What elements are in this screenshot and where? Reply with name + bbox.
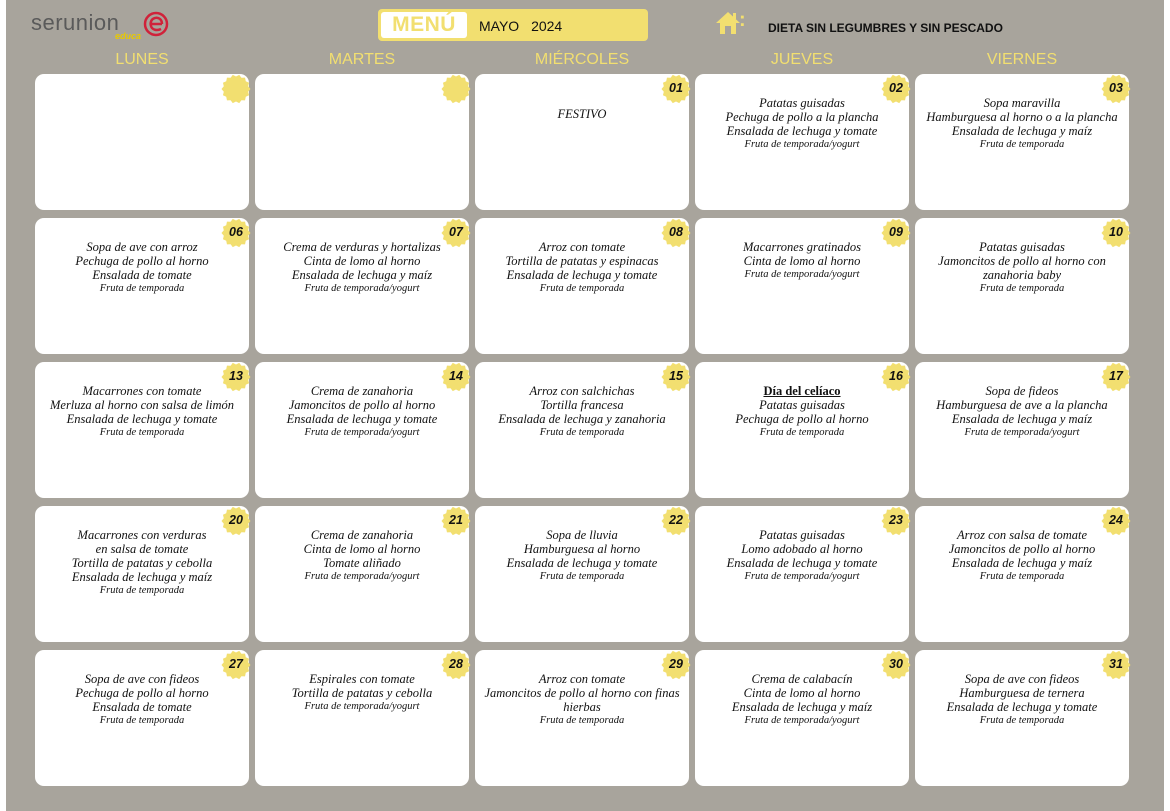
dish-item: Crema de zanahoria (310, 384, 414, 398)
dish-item: Sopa de ave con arroz (86, 240, 198, 254)
dish-list (699, 96, 905, 151)
dish-item: Patatas guisadas (759, 398, 845, 412)
dish-item: hierbas (563, 700, 601, 714)
day-badge-burst-icon (441, 74, 471, 104)
weekday-label: MARTES (328, 51, 396, 68)
dish-item: Ensalada de lechuga y maíz (291, 268, 433, 282)
dish-item: Cinta de lomo al horno (743, 686, 861, 700)
dish-list (259, 672, 465, 713)
day-number: 10 (1109, 225, 1123, 239)
dessert-item: Fruta de temporada/yogurt (304, 283, 420, 294)
dish-item: Jamoncitos de pollo al horno con (938, 254, 1106, 268)
dish-list (259, 240, 465, 295)
dish-item: Crema de zanahoria (310, 528, 414, 542)
day-cell (35, 362, 249, 498)
diet-label: DIETA SIN LEGUMBRES Y SIN PESCADO (768, 21, 1003, 35)
day-cell (695, 74, 909, 210)
day-cell (915, 362, 1129, 498)
dish-item: Hamburguesa de ternera (959, 686, 1085, 700)
dish-item: Ensalada de tomate (92, 268, 192, 282)
dessert-item: Fruta de temporada (539, 427, 625, 438)
dish-list (39, 528, 245, 597)
dish-item: Macarrones gratinados (743, 240, 861, 254)
calendar-grid (6, 0, 1164, 811)
dish-item: Ensalada de lechuga y tomate (946, 700, 1098, 714)
day-number: 24 (1109, 513, 1123, 527)
day-number: 29 (669, 657, 683, 671)
day-number: 09 (889, 225, 903, 239)
day-number: 17 (1109, 369, 1123, 383)
dish-item: Ensalada de lechuga y tomate (506, 268, 658, 282)
dessert-item: Fruta de temporada (759, 427, 845, 438)
day-number-badge (221, 74, 251, 104)
dish-item: Macarrones con tomate (82, 384, 202, 398)
dish-list (479, 528, 685, 583)
dessert-item: Fruta de temporada/yogurt (744, 139, 860, 150)
day-cell (475, 650, 689, 786)
dish-list (919, 672, 1125, 727)
logo-sub: educa (115, 31, 142, 41)
dish-item: Espirales con tomate (309, 672, 415, 686)
day-number: 06 (229, 225, 243, 239)
dish-list (479, 672, 685, 727)
day-number: 21 (449, 513, 463, 527)
dish-list (479, 107, 685, 121)
dish-item: Pechuga de pollo al horno (75, 686, 209, 700)
day-number: 01 (669, 81, 683, 95)
dish-item: Tortilla de patatas y cebolla (291, 686, 433, 700)
weekday-label: LUNES (115, 51, 169, 68)
dish-list (919, 384, 1125, 439)
dish-item: Ensalada de lechuga y maíz (951, 412, 1093, 426)
day-cell (695, 650, 909, 786)
dish-item: Patatas guisadas (759, 528, 845, 542)
dessert-item: Fruta de temporada/yogurt (304, 571, 420, 582)
day-cell (255, 74, 469, 210)
dish-item: Ensalada de tomate (92, 700, 192, 714)
day-number: 23 (889, 513, 903, 527)
dessert-item: Fruta de temporada (99, 427, 185, 438)
dish-list (699, 672, 905, 727)
dish-item: Patatas guisadas (759, 96, 845, 110)
menu-month: MAYO 2024 (479, 18, 563, 34)
dish-item: Ensalada de lechuga y tomate (286, 412, 438, 426)
dish-list (919, 528, 1125, 583)
dish-item: Jamoncitos de pollo al horno con finas (484, 686, 680, 700)
dish-item: Hamburguesa al horno o a la plancha (926, 110, 1118, 124)
day-number: 03 (1109, 81, 1123, 95)
dish-item: Tortilla de patatas y espinacas (505, 254, 659, 268)
day-cell (255, 218, 469, 354)
day-cell (35, 74, 249, 210)
day-number: 15 (669, 369, 683, 383)
day-number: 16 (889, 369, 903, 383)
day-number-badge (661, 74, 691, 104)
day-cell (695, 218, 909, 354)
dish-list (39, 672, 245, 727)
dish-list (699, 384, 905, 439)
dish-item: Tomate aliñado (323, 556, 401, 570)
dish-list (259, 384, 465, 439)
dessert-item: Fruta de temporada (99, 283, 185, 294)
dish-list (479, 384, 685, 439)
dish-item: Tortilla de patatas y cebolla (71, 556, 213, 570)
dish-item: Ensalada de lechuga y zanahoria (498, 412, 666, 426)
dish-item: zanahoria baby (982, 268, 1062, 282)
dish-item: Hamburguesa al horno (523, 542, 641, 556)
dish-item: Jamoncitos de pollo al horno (948, 542, 1096, 556)
day-cell (695, 362, 909, 498)
dish-list (699, 240, 905, 281)
dish-list (39, 384, 245, 439)
day-cell (915, 218, 1129, 354)
dish-item: Jamoncitos de pollo al horno (288, 398, 436, 412)
dish-item: Arroz con tomate (538, 672, 626, 686)
dish-item: Sopa de ave con fideos (964, 672, 1080, 686)
dish-item: FESTIVO (557, 107, 607, 121)
logo-text: serunion (31, 10, 120, 35)
dish-item: Pechuga de pollo al horno (735, 412, 869, 426)
dessert-item: Fruta de temporada/yogurt (964, 427, 1080, 438)
day-number: 22 (669, 513, 683, 527)
day-cell (35, 218, 249, 354)
day-number-badge (441, 74, 471, 104)
day-cell (475, 506, 689, 642)
dish-item: Sopa maravilla (983, 96, 1061, 110)
dish-item: Sopa de ave con fideos (84, 672, 200, 686)
day-cell (475, 74, 689, 210)
dish-item: Ensalada de lechuga y maíz (951, 124, 1093, 138)
dessert-item: Fruta de temporada (539, 571, 625, 582)
dessert-item: Fruta de temporada (979, 139, 1065, 150)
dish-item: Arroz con salsa de tomate (956, 528, 1088, 542)
menu-title: MENÚ (381, 12, 467, 38)
weekday-label: JUEVES (770, 51, 834, 68)
day-cell (255, 506, 469, 642)
dessert-item: Fruta de temporada (99, 715, 185, 726)
dessert-item: Fruta de temporada (539, 283, 625, 294)
dish-item: Tortilla francesa (540, 398, 624, 412)
dessert-item: Fruta de temporada/yogurt (304, 701, 420, 712)
dish-item: Merluza al horno con salsa de limón (49, 398, 235, 412)
day-number: 28 (449, 657, 463, 671)
dish-item: Arroz con salchichas (529, 384, 635, 398)
dish-item: Sopa de lluvia (546, 528, 618, 542)
dessert-item: Fruta de temporada (539, 715, 625, 726)
dish-item: Hamburguesa de ave a la plancha (936, 398, 1108, 412)
dish-list (919, 96, 1125, 151)
dish-item: Ensalada de lechuga y tomate (726, 124, 878, 138)
home-colon: : (739, 9, 746, 31)
dish-item: en salsa de tomate (95, 542, 189, 556)
day-cell (35, 506, 249, 642)
dish-list (479, 240, 685, 295)
dish-item: Ensalada de lechuga y maíz (731, 700, 873, 714)
dish-item: Ensalada de lechuga y tomate (726, 556, 878, 570)
special-day-label: Día del celíaco (763, 384, 841, 398)
dish-list (919, 240, 1125, 295)
day-number: 08 (669, 225, 683, 239)
day-cell (475, 218, 689, 354)
day-number: 13 (229, 369, 243, 383)
dish-item: Crema de verduras y hortalizas (283, 240, 441, 254)
dish-item: Ensalada de lechuga y maíz (951, 556, 1093, 570)
day-cell (915, 506, 1129, 642)
day-number: 31 (1109, 657, 1123, 671)
menu-sheet (6, 0, 1164, 811)
dessert-item: Fruta de temporada (979, 571, 1065, 582)
dish-list (259, 528, 465, 583)
dish-item: Macarrones con verduras (77, 528, 207, 542)
dessert-item: Fruta de temporada (979, 715, 1065, 726)
dish-item: Patatas guisadas (979, 240, 1065, 254)
dessert-item: Fruta de temporada/yogurt (304, 427, 420, 438)
day-cell (475, 362, 689, 498)
dessert-item: Fruta de temporada (979, 283, 1065, 294)
dish-list (39, 240, 245, 295)
day-cell (35, 650, 249, 786)
weekday-label: VIERNES (986, 51, 1058, 68)
dish-item: Cinta de lomo al horno (303, 542, 421, 556)
day-number: 07 (449, 225, 463, 239)
day-number: 20 (229, 513, 243, 527)
dessert-item: Fruta de temporada (99, 585, 185, 596)
dish-item: Sopa de fideos (985, 384, 1059, 398)
day-badge-burst-icon (221, 74, 251, 104)
dish-item: Arroz con tomate (538, 240, 626, 254)
day-cell (255, 650, 469, 786)
dish-item: Cinta de lomo al horno (303, 254, 421, 268)
day-cell (915, 74, 1129, 210)
dish-item: Pechuga de pollo a la plancha (725, 110, 879, 124)
day-cell (695, 506, 909, 642)
dish-item: Ensalada de lechuga y tomate (506, 556, 658, 570)
dish-item: Ensalada de lechuga y maíz (71, 570, 213, 584)
day-number: 14 (449, 369, 463, 383)
dish-item: Pechuga de pollo al horno (75, 254, 209, 268)
dish-item: Crema de calabacín (751, 672, 853, 686)
dessert-item: Fruta de temporada/yogurt (744, 269, 860, 280)
day-number: 27 (229, 657, 243, 671)
day-number: 30 (889, 657, 903, 671)
dessert-item: Fruta de temporada/yogurt (744, 715, 860, 726)
day-cell (915, 650, 1129, 786)
dish-item: Lomo adobado al horno (741, 542, 863, 556)
dish-item: Ensalada de lechuga y tomate (66, 412, 218, 426)
dessert-item: Fruta de temporada/yogurt (744, 571, 860, 582)
day-number: 02 (889, 81, 903, 95)
weekday-label: MIÉRCOLES (534, 51, 630, 68)
dish-item: Cinta de lomo al horno (743, 254, 861, 268)
dish-list (699, 528, 905, 583)
day-cell (255, 362, 469, 498)
